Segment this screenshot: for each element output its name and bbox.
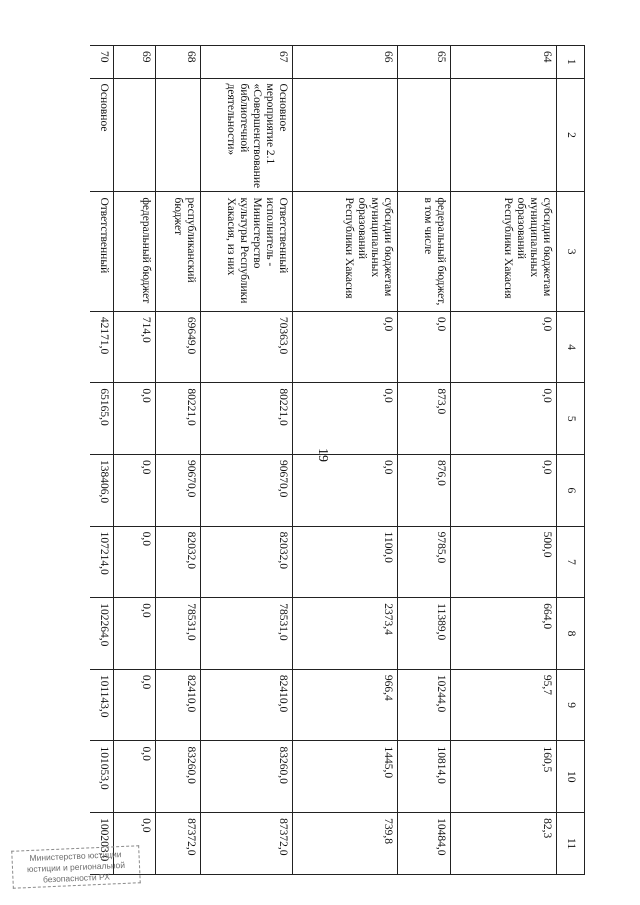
- value-cell: 0,0: [293, 455, 398, 527]
- value-cell: 0,0: [114, 526, 156, 598]
- table-row: [451, 46, 557, 875]
- source-cell: федеральный бюджет, в том числе: [398, 192, 451, 311]
- value-cell: 65165,0: [90, 383, 114, 455]
- value-cell: 873,0: [398, 383, 451, 455]
- activity-cell: [156, 78, 201, 192]
- value-cell: 1100,0: [293, 526, 398, 598]
- value-cell: 0,0: [114, 383, 156, 455]
- row-number: 64: [451, 46, 557, 79]
- value-cell: 100203,0: [90, 813, 114, 875]
- value-cell: 138406,0: [90, 455, 114, 527]
- value-cell: 0,0: [398, 311, 451, 383]
- activity-cell: [114, 78, 156, 192]
- column-number: 10: [557, 741, 585, 813]
- value-cell: 0,0: [293, 383, 398, 455]
- value-cell: 2373,4: [293, 598, 398, 670]
- value-cell: 739,8: [293, 813, 398, 875]
- value-cell: 87372,0: [201, 813, 293, 875]
- value-cell: 101143,0: [90, 669, 114, 741]
- table-row: [156, 46, 201, 875]
- row-number: 70: [90, 46, 114, 79]
- value-cell: 10814,0: [398, 741, 451, 813]
- value-cell: 90670,0: [156, 455, 201, 527]
- column-number: 9: [557, 669, 585, 741]
- column-number-row: [557, 46, 585, 875]
- value-cell: 102264,0: [90, 598, 114, 670]
- budget-table: [90, 45, 585, 875]
- source-cell: федеральный бюджет: [114, 192, 156, 311]
- budget-table-container: [90, 45, 585, 875]
- table-row: [90, 46, 114, 875]
- column-number: 3: [557, 192, 585, 311]
- table-row: [398, 46, 451, 875]
- column-number: 6: [557, 455, 585, 527]
- value-cell: 9785,0: [398, 526, 451, 598]
- value-cell: 0,0: [114, 741, 156, 813]
- table-row: [293, 46, 398, 875]
- value-cell: 0,0: [114, 669, 156, 741]
- value-cell: 78531,0: [201, 598, 293, 670]
- row-number: 67: [201, 46, 293, 79]
- table-row: [201, 46, 293, 875]
- stamp-line: Министерство юстиции: [29, 849, 122, 864]
- column-number: 5: [557, 383, 585, 455]
- table-row: [114, 46, 156, 875]
- value-cell: 42171,0: [90, 311, 114, 383]
- column-number: 4: [557, 311, 585, 383]
- activity-cell: Основное: [90, 78, 114, 192]
- row-number: 68: [156, 46, 201, 79]
- value-cell: 82032,0: [156, 526, 201, 598]
- row-number: 65: [398, 46, 451, 79]
- activity-cell: [293, 78, 398, 192]
- value-cell: 82410,0: [156, 669, 201, 741]
- activity-cell: [451, 78, 557, 192]
- stamp-line: юстиции и региональной: [26, 859, 126, 875]
- activity-cell: Основное мероприятие 2.1 «Совершенствование библиотечной деятельности»: [201, 78, 293, 192]
- column-number: 2: [557, 78, 585, 192]
- value-cell: 0,0: [114, 813, 156, 875]
- value-cell: 500,0: [451, 526, 557, 598]
- ministry-stamp: [11, 845, 141, 889]
- value-cell: 83260,0: [156, 741, 201, 813]
- value-cell: 0,0: [293, 311, 398, 383]
- value-cell: 664,0: [451, 598, 557, 670]
- column-number: 1: [557, 46, 585, 79]
- value-cell: 0,0: [114, 455, 156, 527]
- row-number: 66: [293, 46, 398, 79]
- value-cell: 82410,0: [201, 669, 293, 741]
- value-cell: 1445,0: [293, 741, 398, 813]
- source-cell: Ответственный исполнитель - Министерство культуры Республики Хакасия, из них: [201, 192, 293, 311]
- value-cell: 11389,0: [398, 598, 451, 670]
- value-cell: 83260,0: [201, 741, 293, 813]
- value-cell: 69649,0: [156, 311, 201, 383]
- value-cell: 0,0: [451, 311, 557, 383]
- value-cell: 78531,0: [156, 598, 201, 670]
- value-cell: 82,3: [451, 813, 557, 875]
- row-number: 69: [114, 46, 156, 79]
- value-cell: 80221,0: [201, 383, 293, 455]
- value-cell: 101053,0: [90, 741, 114, 813]
- value-cell: 70363,0: [201, 311, 293, 383]
- value-cell: 82032,0: [201, 526, 293, 598]
- value-cell: 87372,0: [156, 813, 201, 875]
- value-cell: 0,0: [451, 383, 557, 455]
- value-cell: 10484,0: [398, 813, 451, 875]
- value-cell: 966,4: [293, 669, 398, 741]
- source-cell: Ответственный: [90, 192, 114, 311]
- value-cell: 160,5: [451, 741, 557, 813]
- source-cell: республиканский бюджет: [156, 192, 201, 311]
- value-cell: 876,0: [398, 455, 451, 527]
- source-cell: субсидии бюджетам муниципальных образований Республики Хакасия: [293, 192, 398, 311]
- page-number: 19: [315, 448, 330, 462]
- column-number: 8: [557, 598, 585, 670]
- column-number: 11: [557, 813, 585, 875]
- activity-cell: [398, 78, 451, 192]
- column-number: 7: [557, 526, 585, 598]
- value-cell: 80221,0: [156, 383, 201, 455]
- value-cell: 714,0: [114, 311, 156, 383]
- value-cell: 0,0: [114, 598, 156, 670]
- source-cell: субсидии бюджетам муниципальных образований Республики Хакасия: [451, 192, 557, 311]
- value-cell: 0,0: [451, 455, 557, 527]
- stamp-line: безопасности РХ: [42, 871, 111, 885]
- value-cell: 10244,0: [398, 669, 451, 741]
- value-cell: 90670,0: [201, 455, 293, 527]
- value-cell: 107214,0: [90, 526, 114, 598]
- value-cell: 95,7: [451, 669, 557, 741]
